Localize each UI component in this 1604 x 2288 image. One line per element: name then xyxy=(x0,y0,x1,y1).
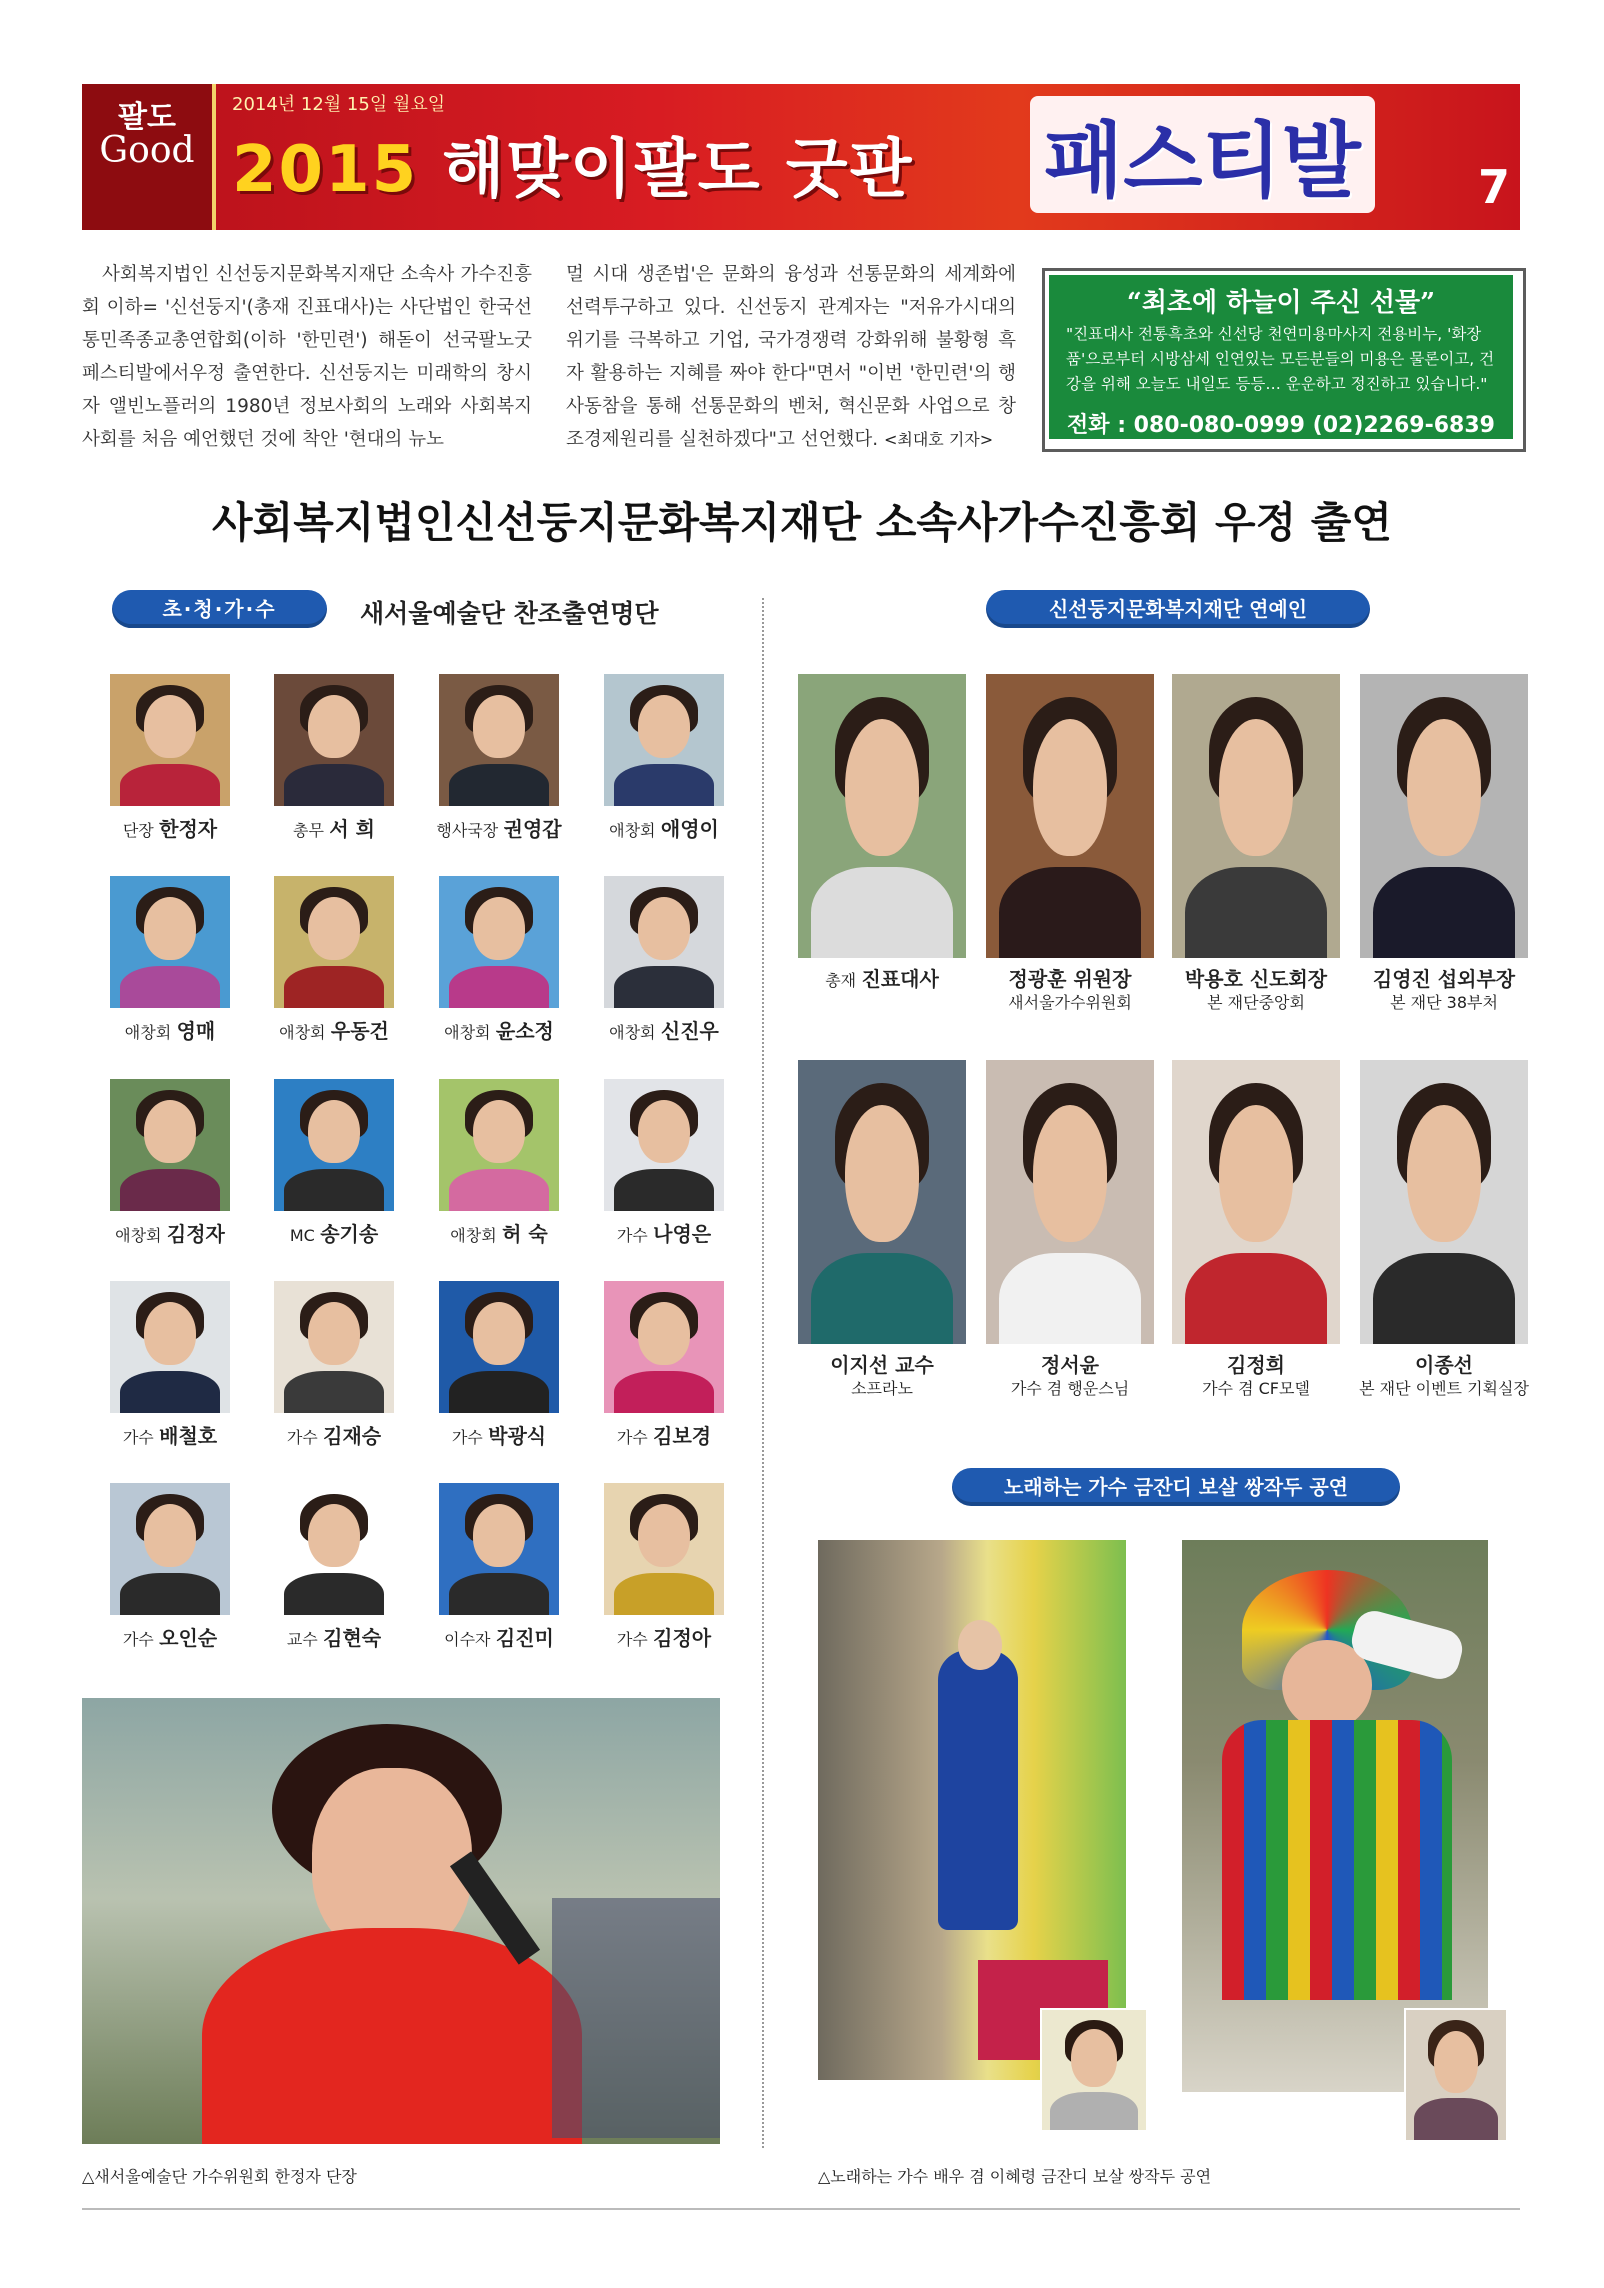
portrait-name: 영매 xyxy=(176,1019,216,1043)
portrait-photo xyxy=(1172,674,1340,958)
singer-inset-photo-1 xyxy=(1040,2008,1148,2132)
article-column-1: 사회복지법인 신선둥지문화복지재단 소속사 가수진흥회 이하= '신선둥지'(총재 진표대사)는 사단법인 한국선통민족종교총연합회(이하 '한민련') 해돋이 선국팔노굿페스티발에서우정 출연한다. 신선둥지는 미래학의 창시자 앨빈노플러의 1980년 정보사회의 노래와 사회복지사회를 처음 예언했던 것에 착안 '현대의 뉴노 xyxy=(82,264,532,450)
portrait-name: 우동건 xyxy=(330,1019,389,1043)
portrait-caption xyxy=(970,968,1170,1014)
portrait-photo xyxy=(604,1079,724,1211)
portrait-photo xyxy=(110,1079,230,1211)
portrait-caption xyxy=(1344,1354,1544,1400)
banner-festival-title: 패스티발 xyxy=(1030,96,1375,213)
portrait-name: 권영갑 xyxy=(503,817,562,841)
portrait-caption xyxy=(1344,968,1544,1014)
portrait-caption xyxy=(409,1425,589,1449)
portrait-caption xyxy=(244,1020,424,1044)
portrait-name: 배철호 xyxy=(159,1424,218,1448)
portrait-name: 김정희 xyxy=(1227,1353,1285,1377)
portrait-photo xyxy=(439,876,559,1008)
main-headline: 사회복지법인신선둥지문화복지재단 소속사가수진흥회 우정 출연 xyxy=(212,498,1392,547)
singer-inset-photo-2 xyxy=(1404,2008,1508,2142)
portrait-caption xyxy=(574,1425,754,1449)
portrait-role: 애창회 xyxy=(444,1023,491,1042)
portrait-name: 김재승 xyxy=(323,1424,382,1448)
portrait-photo xyxy=(1360,1060,1528,1344)
portrait-photo xyxy=(439,1281,559,1413)
portrait-photo xyxy=(439,1483,559,1615)
page-number: 7 xyxy=(1478,160,1511,214)
portrait-photo xyxy=(986,674,1154,958)
portrait-subtitle: 본 재단 38부처 xyxy=(1390,993,1498,1012)
banner-year: 2015 xyxy=(232,133,419,207)
caption-left-photo: △새서울예술단 가수위원회 한정자 단장 xyxy=(82,2167,357,2186)
portrait-caption xyxy=(80,1223,260,1247)
portrait-photo xyxy=(604,876,724,1008)
portrait-name: 송기송 xyxy=(320,1222,379,1246)
byline: <최대호 기자> xyxy=(883,430,994,449)
portrait-name: 오인순 xyxy=(159,1626,218,1650)
performance-photo-right-1 xyxy=(818,1540,1126,2080)
article-column-2-text: 멀 시대 생존법'은 문화의 융성과 선통문화의 세계화에 선력투구하고 있다. 신선둥지 관계자는 "저유가시대의 위기를 극복하고 기업, 국가경쟁력 강화위해 불황형 흑자 활용하는 지혜를 짜야 한다"면서 "이번 '한민련'의 행사동참을 통해 선통문화의 벤처, 혁신문화 사업으로 창조경제원리를 실천하겠다"고 선언했다. xyxy=(566,264,1016,450)
portrait-photo xyxy=(274,1281,394,1413)
portrait-role: 가수 xyxy=(122,1630,154,1649)
portrait-photo xyxy=(604,1483,724,1615)
portrait-name: 김정아 xyxy=(653,1626,712,1650)
column-divider xyxy=(762,598,764,2148)
portrait-role: 총재 xyxy=(825,971,857,990)
portrait-photo xyxy=(110,876,230,1008)
portrait-name: 진표대사 xyxy=(861,967,939,991)
portrait-role: 가수 xyxy=(616,1226,648,1245)
portrait-caption xyxy=(80,1425,260,1449)
portrait-name: 한정자 xyxy=(159,817,218,841)
portrait-photo xyxy=(439,674,559,806)
portrait-photo xyxy=(604,674,724,806)
portrait-photo xyxy=(274,876,394,1008)
portrait-caption xyxy=(409,818,589,842)
portrait-name: 정서윤 xyxy=(1041,1353,1099,1377)
section-pill-foundation-artists: 신선둥지문화복지재단 연예인 xyxy=(986,590,1370,628)
portrait-role: 가수 xyxy=(616,1630,648,1649)
portrait-name: 김영진 섭외부장 xyxy=(1372,967,1516,991)
portrait-role: 애창회 xyxy=(124,1023,172,1042)
portrait-name: 정광훈 위원장 xyxy=(1008,967,1132,991)
portrait-role: 단장 xyxy=(122,821,154,840)
portrait-caption xyxy=(1156,968,1356,1014)
portrait-role: 이수자 xyxy=(444,1630,491,1649)
portrait-role: 가수 xyxy=(286,1428,318,1447)
section-title-guest-list: 새서울예술단 찬조출연명단 xyxy=(360,599,659,628)
portrait-role: 가수 xyxy=(451,1428,483,1447)
banner-title xyxy=(232,118,913,210)
portrait-caption xyxy=(80,1020,260,1044)
portrait-name: 박광식 xyxy=(488,1424,547,1448)
portrait-role: 행사국장 xyxy=(436,821,499,840)
portrait-caption xyxy=(782,1354,982,1400)
portrait-photo xyxy=(110,1483,230,1615)
portrait-photo xyxy=(604,1281,724,1413)
portrait-subtitle: 가수 겸 CF모델 xyxy=(1202,1379,1310,1398)
portrait-photo xyxy=(798,674,966,958)
portrait-role: MC xyxy=(289,1226,315,1245)
portrait-caption xyxy=(244,1223,424,1247)
portrait-role: 교수 xyxy=(286,1630,318,1649)
portrait-subtitle: 본 재단중앙회 xyxy=(1207,993,1305,1012)
portrait-photo xyxy=(110,1281,230,1413)
page-bottom-rule xyxy=(82,2208,1520,2210)
portrait-photo xyxy=(274,1079,394,1211)
portrait-name: 허 숙 xyxy=(502,1222,548,1246)
portrait-role: 총무 xyxy=(293,821,324,840)
ad-phone: 전화 : 080-080-0999 (02)2269-6839 xyxy=(1067,413,1495,438)
brand-label-top: 팔도 xyxy=(118,100,176,135)
portrait-name: 이지선 교수 xyxy=(830,1353,934,1377)
portrait-caption xyxy=(574,818,754,842)
portrait-caption xyxy=(244,1425,424,1449)
portrait-role: 애창회 xyxy=(609,821,656,840)
performance-photo-left xyxy=(82,1698,720,2144)
ad-title: “최초에 하늘이 주신 선물” xyxy=(1126,288,1436,318)
portrait-photo xyxy=(274,1483,394,1615)
portrait-caption xyxy=(574,1020,754,1044)
portrait-photo xyxy=(439,1079,559,1211)
section-pill-guest-singers: 초·청·가·수 xyxy=(112,590,327,628)
portrait-name: 김현숙 xyxy=(323,1626,382,1650)
portrait-subtitle: 새서울가수위원회 xyxy=(1008,993,1132,1012)
portrait-name: 신진우 xyxy=(660,1019,719,1043)
portrait-caption xyxy=(970,1354,1170,1400)
portrait-role: 애창회 xyxy=(115,1226,162,1245)
portrait-caption xyxy=(574,1627,754,1651)
portrait-caption xyxy=(244,818,424,842)
portrait-caption xyxy=(409,1627,589,1651)
portrait-name: 김보경 xyxy=(653,1424,712,1448)
portrait-name: 이종선 xyxy=(1415,1353,1473,1377)
portrait-caption xyxy=(244,1627,424,1651)
portrait-photo xyxy=(1360,674,1528,958)
portrait-name: 김진미 xyxy=(495,1626,554,1650)
portrait-subtitle: 본 재단 이벤트 기획실장 xyxy=(1359,1379,1529,1398)
portrait-name: 윤소정 xyxy=(495,1019,554,1043)
section-pill-song-performance: 노래하는 가수 금잔디 보살 쌍작두 공연 xyxy=(952,1468,1400,1506)
banner-main-title: 해맞이팔도 굿판 xyxy=(442,133,914,207)
portrait-caption xyxy=(80,1627,260,1651)
portrait-photo xyxy=(1172,1060,1340,1344)
portrait-caption xyxy=(409,1223,589,1247)
portrait-subtitle: 가수 겸 행운스님 xyxy=(1010,1379,1130,1398)
portrait-photo xyxy=(986,1060,1154,1344)
portrait-caption xyxy=(80,818,260,842)
issue-date: 2014년 12월 15일 월요일 xyxy=(232,94,446,115)
portrait-role: 애창회 xyxy=(279,1023,326,1042)
portrait-role: 애창회 xyxy=(609,1023,656,1042)
portrait-caption xyxy=(1156,1354,1356,1400)
portrait-name: 나영은 xyxy=(653,1222,712,1246)
portrait-role: 애창회 xyxy=(450,1226,497,1245)
portrait-photo xyxy=(274,674,394,806)
portrait-name: 김정자 xyxy=(166,1222,225,1246)
portrait-photo xyxy=(798,1060,966,1344)
portrait-name: 애영이 xyxy=(660,817,719,841)
portrait-subtitle: 소프라노 xyxy=(851,1379,913,1398)
brand-label-bottom: Good xyxy=(99,130,195,171)
portrait-caption xyxy=(782,968,982,992)
portrait-name: 서 희 xyxy=(329,817,375,841)
portrait-role: 가수 xyxy=(616,1428,648,1447)
portrait-photo xyxy=(110,674,230,806)
portrait-role: 가수 xyxy=(122,1428,154,1447)
caption-right-photo: △노래하는 가수 배우 겸 이혜령 금잔디 보살 쌍작두 공연 xyxy=(818,2167,1212,2186)
portrait-caption xyxy=(574,1223,754,1247)
article-column-2 xyxy=(566,258,1016,456)
portrait-name: 박용호 신도회장 xyxy=(1184,967,1328,991)
ad-body: "진표대사 전통흑초와 신선당 천연미용마사지 전용비누, '화장품'으로부터 시방삼세 인연있는 모든분들의 미용은 물론이고, 건강을 위해 오늘도 내일도 등등… 운운하고 정진하고 있습니다." xyxy=(1066,325,1495,393)
portrait-caption xyxy=(409,1020,589,1044)
